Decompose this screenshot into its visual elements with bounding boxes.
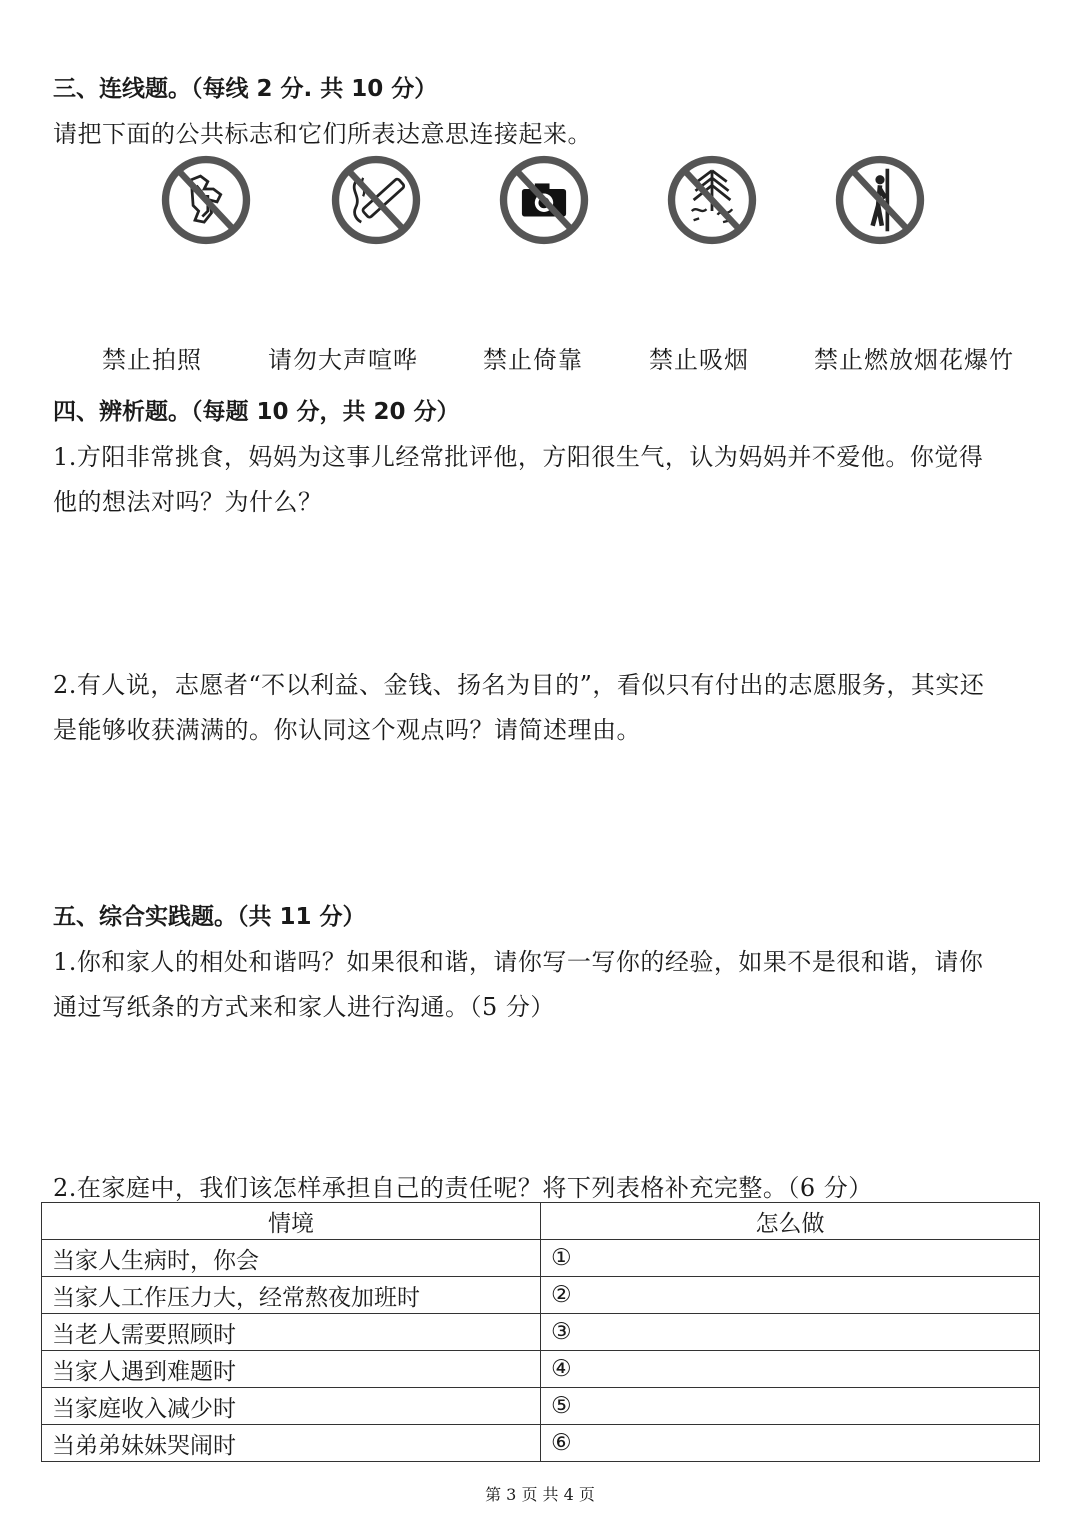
question-text: 通过写纸条的方式来和家人进行沟通。（5 分） [53,993,555,1021]
no-loud-noise-sign-icon [160,154,252,246]
question-text: 1.你和家人的相处和谐吗？如果很和谐，请你写一写你的经验，如果不是很和谐，请你 [53,948,984,976]
situation-cell: 当家庭收入减少时 [42,1388,541,1425]
page-number-footer: 第 3 页 共 4 页 [485,1485,595,1504]
question-text: 2.在家庭中，我们该怎样承担自己的责任呢？将下列表格补充完整。（6 分） [53,1174,873,1202]
answer-cell[interactable]: ③ [541,1314,1040,1351]
answer-cell[interactable]: ⑥ [541,1425,1040,1462]
no-leaning-sign-icon [834,154,926,246]
answer-cell[interactable]: ⑤ [541,1388,1040,1425]
meaning-label: 禁止吸烟 [649,346,749,374]
meaning-label: 禁止拍照 [102,346,202,374]
table-row [42,1351,1040,1388]
situation-cell: 当家人生病时，你会 [42,1240,541,1277]
situation-cell: 当家人工作压力大，经常熬夜加班时 [42,1277,541,1314]
no-fireworks-sign-icon [666,154,758,246]
question-text: 是能够收获满满的。你认同这个观点吗？请简述理由。 [53,716,641,744]
table-header: 怎么做 [541,1203,1040,1240]
table-header-row [42,1203,1040,1240]
table-row [42,1425,1040,1462]
question-text: 1.方阳非常挑食，妈妈为这事儿经常批评他，方阳很生气，认为妈妈并不爱他。你觉得 [53,443,984,471]
table-header: 情境 [42,1203,541,1240]
section-3-instruction: 请把下面的公共标志和它们所表达意思连接起来。 [53,120,592,148]
answer-cell[interactable]: ① [541,1240,1040,1277]
answer-cell[interactable]: ② [541,1277,1040,1314]
meaning-label: 禁止燃放烟花爆竹 [814,346,1014,374]
table-row [42,1314,1040,1351]
question-text: 他的想法对吗？为什么？ [53,488,323,516]
answer-cell[interactable]: ④ [541,1351,1040,1388]
situation-cell: 当家人遇到难题时 [42,1351,541,1388]
responsibility-table [41,1202,1040,1462]
section-3-title: 三、连线题。（每线 2 分. 共 10 分） [53,76,438,102]
no-smoking-sign-icon [330,154,422,246]
table-row [42,1388,1040,1425]
situation-cell: 当弟弟妹妹哭闹时 [42,1425,541,1462]
section-5-title: 五、综合实践题。（共 11 分） [53,904,366,930]
meaning-label: 禁止倚靠 [483,346,583,374]
situation-cell: 当老人需要照顾时 [42,1314,541,1351]
table-row [42,1277,1040,1314]
section-4-title: 四、辨析题。（每题 10 分，共 20 分） [53,399,460,425]
meaning-label: 请勿大声喧哗 [268,346,418,374]
question-text: 2.有人说，志愿者“不以利益、金钱、扬名为目的”，看似只有付出的志愿服务，其实还 [53,671,985,699]
no-photography-sign-icon [498,154,590,246]
table-row [42,1240,1040,1277]
